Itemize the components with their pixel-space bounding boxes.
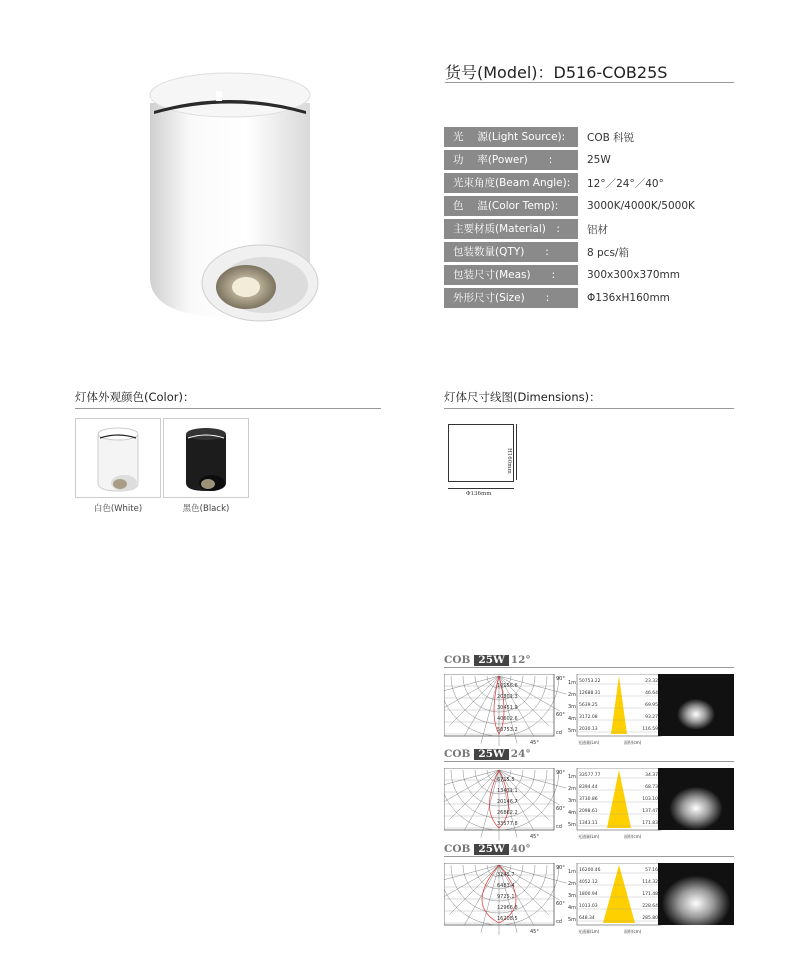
polar-value: 10156.6 bbox=[497, 683, 518, 689]
diameter-value: 137.47 bbox=[642, 809, 658, 814]
photometric-block-40 bbox=[444, 843, 734, 941]
diameter-value: 103.10 bbox=[642, 797, 658, 802]
distance-label: 4m bbox=[568, 810, 577, 816]
diameter-value: 23.32 bbox=[645, 679, 658, 684]
axis-90-label: 90° bbox=[556, 865, 565, 871]
model-code: D516-COB25S bbox=[553, 63, 668, 82]
photometric-watt: 25W bbox=[474, 844, 508, 855]
width-dimension-line bbox=[448, 488, 514, 489]
distance-label: 5m bbox=[568, 728, 577, 734]
photometric-divider bbox=[444, 856, 734, 857]
axis-cd-label: cd bbox=[556, 824, 562, 830]
polar-value: 9725.1 bbox=[497, 894, 515, 900]
white-fixture-image bbox=[76, 419, 160, 497]
spec-value: Φ136xH160mm bbox=[587, 292, 670, 304]
polar-value: 20301.3 bbox=[497, 694, 518, 700]
axis-60-label: 60° bbox=[556, 712, 565, 718]
swatch-black-label: 黑色(Black) bbox=[182, 504, 230, 514]
polar-value: 6483.4 bbox=[497, 883, 515, 889]
diameter-value: 93.27 bbox=[645, 715, 658, 720]
photometric-prefix: COB bbox=[444, 843, 471, 855]
photometric-divider bbox=[444, 761, 734, 762]
spec-value: 300x300x370mm bbox=[587, 269, 681, 281]
illuminance-value: 2098.61 bbox=[579, 809, 598, 814]
photometric-graphics bbox=[444, 768, 734, 850]
spec-value: 铝材 bbox=[587, 223, 608, 236]
illuminance-value: 648.34 bbox=[579, 916, 595, 921]
distance-label: 3m bbox=[568, 704, 577, 710]
legend-lux: 光通量(Lm) bbox=[578, 740, 600, 745]
spec-label: 光 源(Light Source): bbox=[444, 127, 578, 147]
swatch-black[interactable] bbox=[163, 418, 249, 498]
black-fixture-image bbox=[164, 419, 248, 497]
axis-90-label: 90° bbox=[556, 770, 565, 776]
distance-label: 2m bbox=[568, 881, 577, 887]
photometric-title bbox=[444, 654, 734, 666]
legend-diameter: 面积(cm) bbox=[624, 929, 642, 934]
diameter-value: 69.95 bbox=[645, 703, 658, 708]
photometric-angle: 40° bbox=[510, 843, 531, 855]
polar-value: 20146.7 bbox=[497, 799, 518, 805]
axis-45-label: 45° bbox=[530, 740, 539, 746]
polar-value: 40602.6 bbox=[497, 716, 518, 722]
dimension-drawing bbox=[448, 424, 514, 482]
photometric-prefix: COB bbox=[444, 748, 471, 760]
legend-lux: 光通量(Lm) bbox=[578, 929, 600, 934]
spec-label: 包装数量(QTY) : bbox=[444, 242, 578, 262]
photometric-title bbox=[444, 748, 734, 760]
spec-row-light-source bbox=[444, 127, 734, 147]
diameter-value: 285.80 bbox=[642, 916, 658, 921]
diameter-value: 46.64 bbox=[645, 691, 658, 696]
axis-45-label: 45° bbox=[530, 834, 539, 840]
diameter-value: 34.37 bbox=[645, 773, 658, 778]
polar-value: 33577.8 bbox=[497, 821, 518, 827]
illuminance-value: 1343.11 bbox=[579, 821, 598, 826]
spec-label: 主要材质(Material) : bbox=[444, 219, 578, 239]
illuminance-value: 33577.77 bbox=[579, 773, 601, 778]
illuminance-value: 16200.46 bbox=[579, 868, 601, 873]
photometric-divider bbox=[444, 667, 734, 668]
distance-label: 2m bbox=[568, 786, 577, 792]
spec-label: 光束角度(Beam Angle): bbox=[444, 173, 578, 193]
spec-row-meas bbox=[444, 265, 734, 285]
diameter-value: 171.48 bbox=[642, 892, 658, 897]
illuminance-value: 12688.31 bbox=[579, 691, 601, 696]
model-title bbox=[445, 60, 667, 83]
spec-value: 25W bbox=[587, 154, 611, 166]
distance-label: 3m bbox=[568, 893, 577, 899]
spec-row-size bbox=[444, 288, 734, 308]
height-label: H160mm bbox=[506, 448, 512, 474]
illuminance-value: 2030.13 bbox=[579, 727, 598, 732]
spec-row-power bbox=[444, 150, 734, 170]
axis-45-label: 45° bbox=[530, 929, 539, 935]
photometric-graphics bbox=[444, 863, 734, 945]
swatch-white-label: 白色(White) bbox=[93, 504, 143, 514]
illuminance-value: 1013.03 bbox=[579, 904, 598, 909]
spec-value: 8 pcs/箱 bbox=[587, 246, 629, 259]
distance-label: 4m bbox=[568, 905, 577, 911]
photometric-block-24 bbox=[444, 748, 734, 846]
legend-diameter: 面积(cm) bbox=[624, 834, 642, 839]
polar-value: 6715.5 bbox=[497, 777, 515, 783]
photometric-prefix: COB bbox=[444, 654, 471, 666]
spec-label: 外形尺寸(Size) : bbox=[444, 288, 578, 308]
illuminance-value: 8394.44 bbox=[579, 785, 598, 790]
beam-photo bbox=[658, 863, 734, 925]
polar-value: 30451.9 bbox=[497, 705, 518, 711]
dimension-section-divider bbox=[444, 408, 734, 409]
axis-60-label: 60° bbox=[556, 901, 565, 907]
photometric-title bbox=[444, 843, 734, 855]
distance-label: 2m bbox=[568, 692, 577, 698]
spec-label: 包装尺寸(Meas) : bbox=[444, 265, 578, 285]
illuminance-value: 4052.12 bbox=[579, 880, 598, 885]
beam-photo bbox=[658, 674, 734, 736]
illuminance-value: 3172.08 bbox=[579, 715, 598, 720]
legend-lux: 光通量(Lm) bbox=[578, 834, 600, 839]
spec-label: 色 温(Color Temp): bbox=[444, 196, 578, 216]
distance-label: 1m bbox=[568, 680, 577, 686]
photometric-angle: 12° bbox=[510, 654, 531, 666]
height-dimension-line bbox=[516, 424, 517, 480]
distance-label: 5m bbox=[568, 822, 577, 828]
distance-label: 1m bbox=[568, 774, 577, 780]
diameter-value: 57.16 bbox=[645, 868, 658, 873]
polar-value: 26862.2 bbox=[497, 810, 518, 816]
distance-label: 1m bbox=[568, 869, 577, 875]
spec-row-material bbox=[444, 219, 734, 239]
axis-cd-label: cd bbox=[556, 730, 562, 736]
spec-value: 12°／24°／40° bbox=[587, 177, 664, 190]
polar-value: 12966.8 bbox=[497, 905, 518, 911]
beam-photo bbox=[658, 768, 734, 830]
polar-value: 50753.2 bbox=[497, 727, 518, 733]
photometric-angle: 24° bbox=[510, 748, 531, 760]
spec-row-qty bbox=[444, 242, 734, 262]
spec-value: 3000K/4000K/5000K bbox=[587, 200, 695, 212]
axis-90-label: 90° bbox=[556, 676, 565, 682]
photometric-block-12 bbox=[444, 654, 734, 752]
spec-row-beam-angle bbox=[444, 173, 734, 193]
polar-value: 16208.5 bbox=[497, 916, 518, 922]
diameter-value: 68.73 bbox=[645, 785, 658, 790]
illuminance-value: 5639.25 bbox=[579, 703, 598, 708]
photometric-watt: 25W bbox=[474, 655, 508, 666]
spec-value: COB 科锐 bbox=[587, 131, 635, 144]
distance-label: 5m bbox=[568, 917, 577, 923]
polar-value: 3241.7 bbox=[497, 872, 515, 878]
swatch-white[interactable] bbox=[75, 418, 161, 498]
color-section-divider bbox=[75, 408, 381, 409]
dimension-section-title: 灯体尺寸线图(Dimensions)： bbox=[444, 390, 601, 404]
color-section-title: 灯体外观颜色(Color)： bbox=[75, 390, 195, 404]
illuminance-value: 3730.86 bbox=[579, 797, 598, 802]
model-divider bbox=[445, 82, 734, 83]
spec-row-color-temp bbox=[444, 196, 734, 216]
photometric-graphics bbox=[444, 674, 734, 756]
axis-60-label: 60° bbox=[556, 806, 565, 812]
diameter-value: 114.32 bbox=[642, 880, 658, 885]
illuminance-value: 1800.94 bbox=[579, 892, 598, 897]
distance-label: 4m bbox=[568, 716, 577, 722]
polar-value: 13431.1 bbox=[497, 788, 518, 794]
distance-label: 3m bbox=[568, 798, 577, 804]
diameter-value: 228.64 bbox=[642, 904, 658, 909]
spec-label: 功 率(Power) : bbox=[444, 150, 578, 170]
width-label: Φ136mm bbox=[466, 491, 492, 497]
spec-table bbox=[444, 127, 734, 311]
illuminance-value: 50753.22 bbox=[579, 679, 601, 684]
model-label: 货号(Model)： bbox=[445, 63, 554, 82]
legend-diameter: 面积(cm) bbox=[624, 740, 642, 745]
diameter-value: 171.83 bbox=[642, 821, 658, 826]
photometric-watt: 25W bbox=[474, 749, 508, 760]
axis-cd-label: cd bbox=[556, 919, 562, 925]
product-photo bbox=[130, 55, 330, 325]
diameter-value: 116.59 bbox=[642, 727, 658, 732]
